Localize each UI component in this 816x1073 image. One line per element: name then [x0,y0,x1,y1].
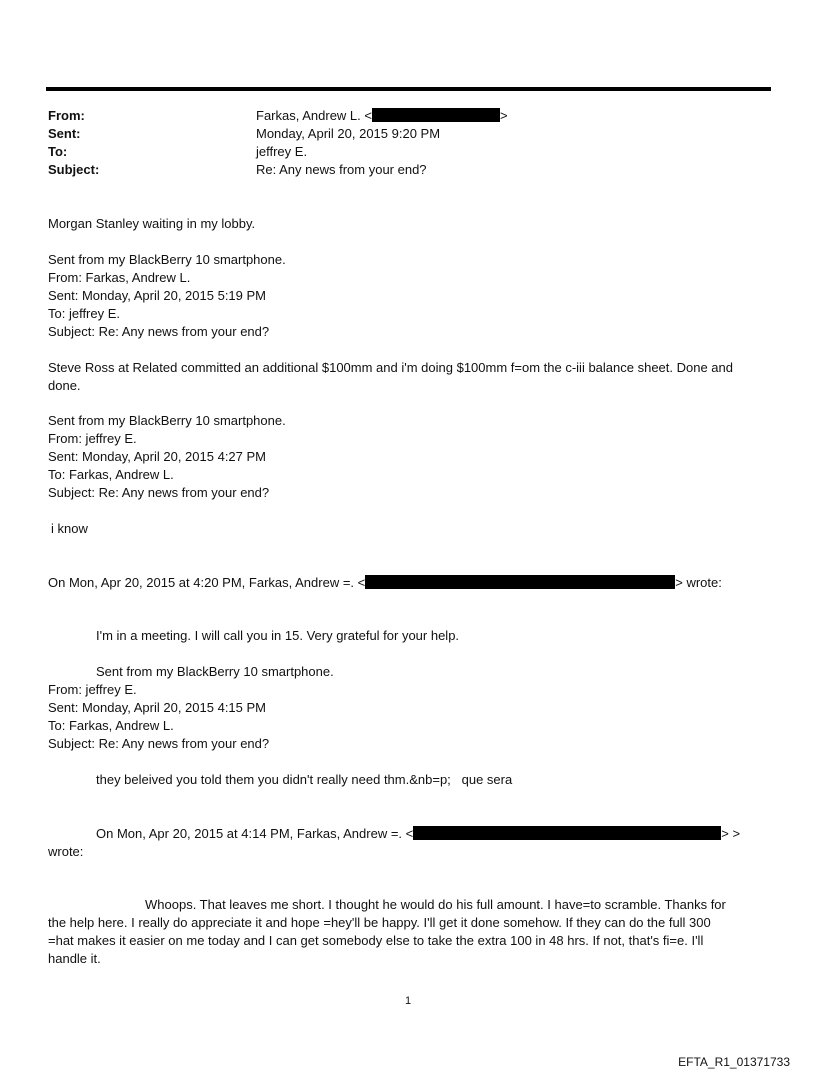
to-label: To: [48,144,68,159]
from-label: From: [48,108,85,123]
sent-value: Monday, April 20, 2015 9:20 PM [256,126,441,141]
attribution-suffix: > wrote: [675,575,722,590]
quoted-sent: Sent: Monday, April 20, 2015 4:15 PM [48,700,267,715]
message-text: Whoops. That leaves me short. I thought he would do his full amount. I have=to scramble. Thanks for [145,897,726,912]
message-text: I'm in a meeting. I will call you in 15. Very grateful for your help. [96,628,460,643]
sent-label: Sent: [48,126,81,141]
attribution-suffix: > > [721,826,741,841]
attribution-prefix: On Mon, Apr 20, 2015 at 4:20 PM, Farkas, Andrew =. < [48,575,366,590]
attribution-wrote: wrote: [48,844,84,859]
message-text: =hat makes it easier on me today and I can get somebody else to take the extra 100 in 48 hrs. If not, that's fi=e. I'll [48,933,704,948]
signature: Sent from my BlackBerry 10 smartphone. [48,252,286,267]
quoted-subject: Subject: Re: Any news from your end? [48,736,270,751]
header-rule [46,87,771,91]
quote-attribution [96,825,740,843]
quoted-subject: Subject: Re: Any news from your end? [48,485,270,500]
message-text: Morgan Stanley waiting in my lobby. [48,216,256,231]
quoted-from: From: jeffrey E. [48,431,137,446]
from-close: > [499,108,508,123]
quote-attribution [48,574,722,592]
to-value: jeffrey E. [256,144,308,159]
bates-number: EFTA_R1_01371733 [678,1055,790,1069]
quoted-sent: Sent: Monday, April 20, 2015 5:19 PM [48,288,267,303]
quoted-from: From: Farkas, Andrew L. [48,270,191,285]
message-text: handle it. [48,951,101,966]
quoted-to: To: Farkas, Andrew L. [48,467,174,482]
message-text: i know [51,521,88,536]
quoted-subject: Subject: Re: Any news from your end? [48,324,270,339]
redaction-box [372,108,500,122]
attribution-prefix: On Mon, Apr 20, 2015 at 4:14 PM, Farkas, Andrew =. < [96,826,414,841]
subject-label: Subject: [48,162,100,177]
message-text: they beleived you told them you didn't really need thm.&nb=p; que sera [96,772,513,787]
subject-value: Re: Any news from your end? [256,162,427,177]
message-text: Steve Ross at Related committed an additional $100mm and i'm doing $100mm f=om the c-iii balance sheet. Done and done. [48,360,734,393]
from-name: Farkas, Andrew L. < [256,108,372,123]
signature: Sent from my BlackBerry 10 smartphone. [48,413,286,428]
quoted-sent: Sent: Monday, April 20, 2015 4:27 PM [48,449,267,464]
message-text: the help here. I really do appreciate it and hope =hey'll be happy. I'll get it done somehow. If they can do the full 300 [48,915,711,930]
signature: Sent from my BlackBerry 10 smartphone. [96,664,334,679]
quoted-to: To: jeffrey E. [48,306,121,321]
page-number: 1 [404,995,412,1007]
redaction-box [413,826,721,840]
from-value [256,107,508,125]
quoted-from: From: jeffrey E. [48,682,137,697]
redaction-box [365,575,675,589]
quoted-to: To: Farkas, Andrew L. [48,718,174,733]
